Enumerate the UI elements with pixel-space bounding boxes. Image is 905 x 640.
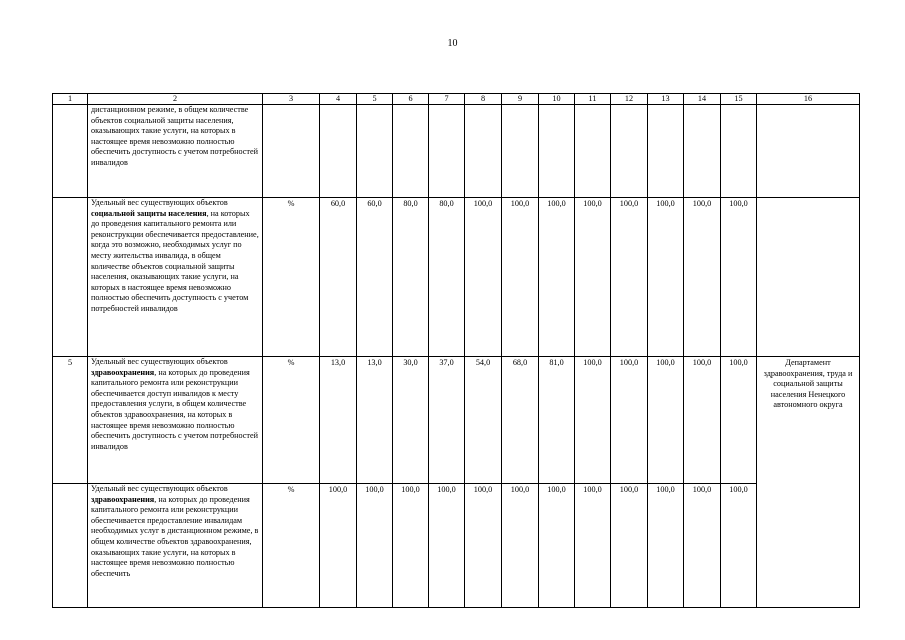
value-cell: 100,0: [539, 198, 575, 357]
value-cell: 100,0: [684, 484, 721, 608]
value-cell: 60,0: [320, 198, 357, 357]
unit-cell: %: [263, 198, 320, 357]
value-cell: [320, 105, 357, 198]
row-number: [53, 484, 88, 608]
value-cell: 81,0: [539, 357, 575, 484]
header-cell: 12: [611, 94, 648, 105]
header-cell: 7: [429, 94, 465, 105]
indicator-description: Удельный вес существующих объектов здравоохранения, на которых до проведения капитального ремонта или реконструкции обеспечивается предоставление инвалидам необходимых услуг в дистанционном режиме, в общем количестве объектов здравоохранения, оказывающих такие услуги, на которых в настоящее время невозможно полностью обеспечить: [88, 484, 263, 608]
header-cell: 15: [721, 94, 757, 105]
value-cell: 100,0: [611, 357, 648, 484]
header-cell: 10: [539, 94, 575, 105]
value-cell: 100,0: [393, 484, 429, 608]
value-cell: [721, 105, 757, 198]
table-row: [53, 105, 860, 198]
value-cell: 80,0: [429, 198, 465, 357]
row-number: 5: [53, 357, 88, 484]
indicators-table: [52, 93, 860, 608]
value-cell: [429, 105, 465, 198]
executor-cell: [757, 105, 860, 198]
value-cell: [684, 105, 721, 198]
value-cell: [502, 105, 539, 198]
header-cell: 3: [263, 94, 320, 105]
indicator-description: дистанционном режиме, в общем количестве объектов социальной защиты населения, оказывающих такие услуги, на которых в настоящее время невозможно полностью обеспечить доступность с учетом потребностей инвалидов: [88, 105, 263, 198]
indicator-description: Удельный вес существующих объектов здравоохранения, на которых до проведения капитального ремонта или реконструкции обеспечивается доступ инвалидов к месту предоставления услуги, в общем количестве объектов здравоохранения, на которых в настоящее время невозможно полностью обеспечить доступность с учетом потребностей инвалидов: [88, 357, 263, 484]
value-cell: 100,0: [320, 484, 357, 608]
header-cell: 8: [465, 94, 502, 105]
table-row: [53, 484, 860, 608]
value-cell: 60,0: [357, 198, 393, 357]
header-cell: 13: [648, 94, 684, 105]
table-row: [53, 357, 860, 484]
value-cell: 100,0: [539, 484, 575, 608]
value-cell: 100,0: [465, 198, 502, 357]
unit-cell: [263, 105, 320, 198]
value-cell: [539, 105, 575, 198]
value-cell: 100,0: [721, 198, 757, 357]
value-cell: 100,0: [429, 484, 465, 608]
value-cell: [611, 105, 648, 198]
column-number-header-row: [53, 94, 860, 105]
value-cell: 13,0: [320, 357, 357, 484]
header-cell: 2: [88, 94, 263, 105]
header-cell: 4: [320, 94, 357, 105]
page-number: 10: [447, 38, 458, 49]
header-cell: 5: [357, 94, 393, 105]
unit-cell: %: [263, 357, 320, 484]
value-cell: 100,0: [721, 357, 757, 484]
value-cell: 100,0: [611, 484, 648, 608]
header-cell: 6: [393, 94, 429, 105]
value-cell: 13,0: [357, 357, 393, 484]
value-cell: 100,0: [575, 198, 611, 357]
value-cell: [465, 105, 502, 198]
unit-cell: %: [263, 484, 320, 608]
header-cell: 14: [684, 94, 721, 105]
row-number: [53, 198, 88, 357]
value-cell: 100,0: [575, 357, 611, 484]
value-cell: 100,0: [575, 484, 611, 608]
header-cell: 11: [575, 94, 611, 105]
value-cell: 100,0: [502, 484, 539, 608]
value-cell: 100,0: [648, 484, 684, 608]
value-cell: 100,0: [357, 484, 393, 608]
header-cell: 9: [502, 94, 539, 105]
header-cell: 16: [757, 94, 860, 105]
row-number: [53, 105, 88, 198]
value-cell: 100,0: [611, 198, 648, 357]
executor-cell: Департамент здравоохранения, труда и социальной защиты населения Ненецкого автономного округа: [757, 357, 860, 608]
value-cell: 37,0: [429, 357, 465, 484]
value-cell: [357, 105, 393, 198]
value-cell: 80,0: [393, 198, 429, 357]
value-cell: 54,0: [465, 357, 502, 484]
value-cell: [648, 105, 684, 198]
value-cell: 100,0: [502, 198, 539, 357]
indicator-description: Удельный вес существующих объектов социальной защиты населения, на которых до проведения капитального ремонта или реконструкции обеспечивается предоставление, когда это возможно, необходимых услуг по месту жительства инвалида, в общем количестве объектов социальной защиты населения, оказывающих такие услуги, на которых в настоящее время невозможно полностью обеспечить доступность с учетом потребностей инвалидов: [88, 198, 263, 357]
value-cell: [575, 105, 611, 198]
header-cell: 1: [53, 94, 88, 105]
executor-cell: [757, 198, 860, 357]
value-cell: 100,0: [465, 484, 502, 608]
value-cell: 100,0: [648, 198, 684, 357]
value-cell: 100,0: [721, 484, 757, 608]
value-cell: [393, 105, 429, 198]
value-cell: 100,0: [684, 357, 721, 484]
table-row: [53, 198, 860, 357]
value-cell: 30,0: [393, 357, 429, 484]
value-cell: 100,0: [684, 198, 721, 357]
value-cell: 100,0: [648, 357, 684, 484]
value-cell: 68,0: [502, 357, 539, 484]
